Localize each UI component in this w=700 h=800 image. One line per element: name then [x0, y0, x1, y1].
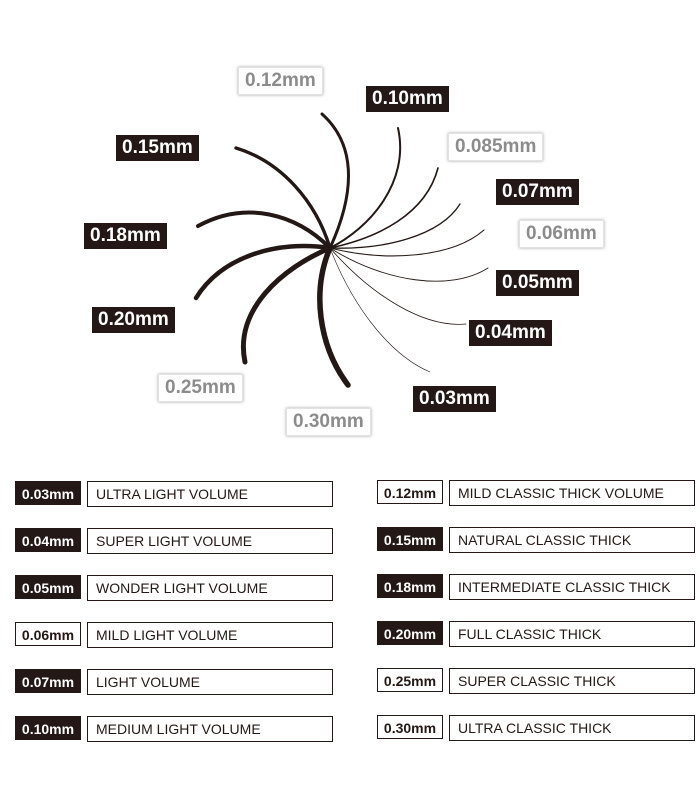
- size-badge: 0.18mm: [377, 574, 443, 598]
- lash-strand-018: [198, 213, 330, 248]
- table-row: [377, 621, 695, 647]
- table-row: [377, 668, 695, 694]
- lash-strand-020: [196, 246, 330, 298]
- lash-strand-025: [243, 248, 330, 362]
- size-badge: 0.05mm: [15, 575, 81, 599]
- table-row: [15, 669, 333, 695]
- label-0-10mm: 0.10mm: [366, 86, 449, 112]
- size-badge: 0.03mm: [15, 481, 81, 505]
- label-0-06mm: 0.06mm: [519, 220, 604, 248]
- table-row: [15, 575, 333, 601]
- label-0-12mm: 0.12mm: [238, 67, 323, 95]
- label-0-05mm: 0.05mm: [496, 270, 579, 296]
- volume-name: SUPER LIGHT VOLUME: [87, 528, 333, 554]
- lash-strand-003: [330, 248, 430, 372]
- table-row: [15, 481, 333, 507]
- lash-strand-010: [330, 128, 400, 248]
- label-0-04mm: 0.04mm: [469, 320, 552, 346]
- lash-strand-030: [320, 248, 348, 385]
- volume-name: SUPER CLASSIC THICK: [449, 668, 695, 694]
- label-0-30mm: 0.30mm: [286, 408, 371, 436]
- lash-strand-007: [330, 204, 460, 248]
- table-row: [377, 574, 695, 600]
- label-0-03mm: 0.03mm: [413, 386, 496, 412]
- volume-name: NATURAL CLASSIC THICK: [449, 527, 695, 553]
- volume-name: MEDIUM LIGHT VOLUME: [87, 716, 333, 742]
- size-badge: 0.30mm: [377, 715, 443, 739]
- size-badge: 0.15mm: [377, 527, 443, 551]
- table-row: [377, 480, 695, 506]
- lash-strand-015: [236, 148, 330, 248]
- volume-name: LIGHT VOLUME: [87, 669, 333, 695]
- table-row: [377, 715, 695, 741]
- label-0-07mm: 0.07mm: [496, 179, 579, 205]
- size-badge: 0.07mm: [15, 669, 81, 693]
- volume-name: FULL CLASSIC THICK: [449, 621, 695, 647]
- size-badge: 0.06mm: [15, 622, 81, 646]
- volume-name: INTERMEDIATE CLASSIC THICK: [449, 574, 695, 600]
- table-row: [15, 622, 333, 648]
- label-0-20mm: 0.20mm: [92, 307, 175, 333]
- size-badge: 0.10mm: [15, 716, 81, 740]
- size-badge: 0.04mm: [15, 528, 81, 552]
- table-row: [15, 716, 333, 742]
- size-badge: 0.25mm: [377, 668, 443, 692]
- label-0-085mm: 0.085mm: [448, 133, 543, 161]
- lash-strand-012: [322, 114, 349, 248]
- size-badge: 0.20mm: [377, 621, 443, 645]
- volume-name: MILD LIGHT VOLUME: [87, 622, 333, 648]
- table-row: [377, 527, 695, 553]
- volume-name: ULTRA CLASSIC THICK: [449, 715, 695, 741]
- lash-strand-0085: [330, 168, 438, 248]
- size-badge: 0.12mm: [377, 480, 443, 504]
- label-0-15mm: 0.15mm: [116, 135, 199, 161]
- label-0-25mm: 0.25mm: [158, 374, 243, 402]
- table-row: [15, 528, 333, 554]
- volume-name: ULTRA LIGHT VOLUME: [87, 481, 333, 507]
- volume-name: WONDER LIGHT VOLUME: [87, 575, 333, 601]
- label-0-18mm: 0.18mm: [84, 223, 167, 249]
- volume-name: MILD CLASSIC THICK VOLUME: [449, 480, 695, 506]
